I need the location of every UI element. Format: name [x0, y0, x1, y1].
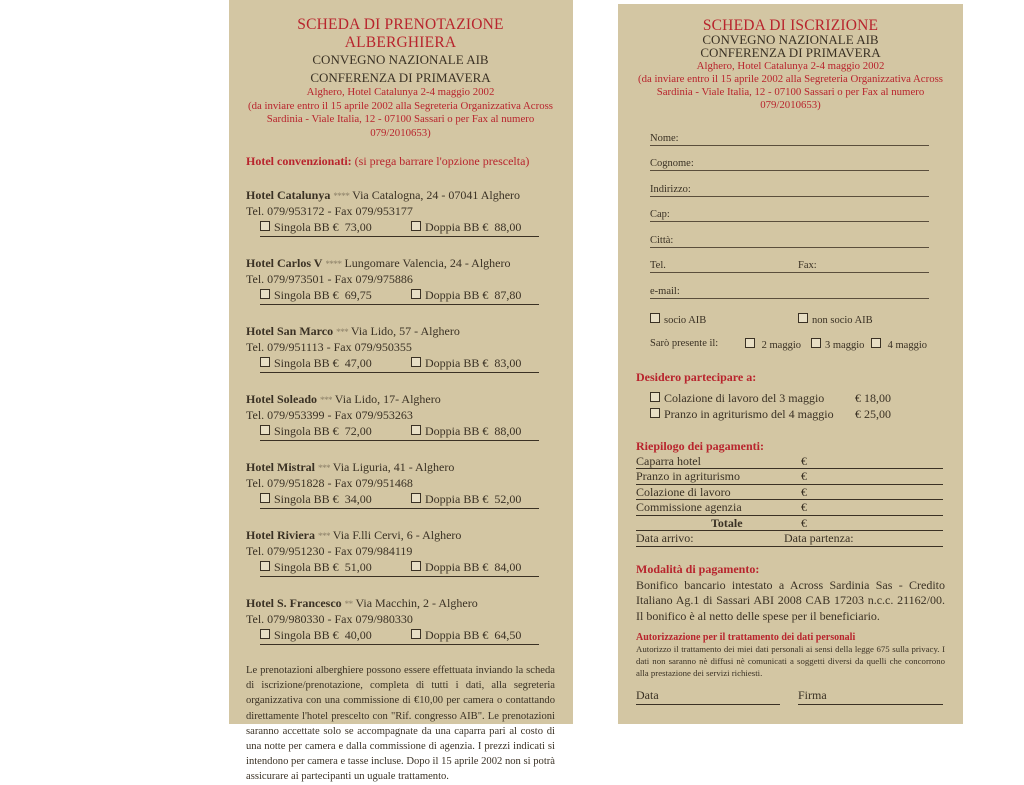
cognome-label: Cognome:	[650, 158, 694, 169]
double-room-label: Doppia BB €	[425, 560, 489, 574]
fax-label: Fax:	[798, 260, 817, 271]
hotel-stars: **	[344, 599, 353, 609]
hotels-heading	[246, 154, 555, 169]
single-room-price: 69,75	[344, 288, 372, 302]
participation-heading: Desidero partecipare a:	[636, 369, 757, 384]
hotel-name: Hotel Catalunya	[246, 188, 331, 202]
date-signature-field[interactable]	[636, 686, 780, 705]
hotel-line	[246, 460, 555, 476]
hotel-address: Lungomare Valencia, 24 - Alghero	[344, 256, 511, 270]
left-send-note: (da inviare entro il 15 aprile 2002 alla Segreteria Organizzativa Across Sardinia - Viale Italia, 12 - 07100 Sassari o per Fax al numero 079/2010653)	[248, 99, 553, 139]
hotel-name: Hotel Riviera	[246, 528, 315, 542]
single-room-option[interactable]	[260, 287, 372, 303]
left-venue: Alghero, Hotel Catalunya 2-4 maggio 2002	[306, 86, 495, 98]
single-room-option[interactable]	[260, 627, 372, 643]
double-room-label: Doppia BB €	[425, 424, 489, 438]
day-option-3[interactable]	[811, 338, 864, 351]
double-room-label: Doppia BB €	[425, 288, 489, 302]
hotel-phone: Tel. 079/951828 - Fax 079/951468	[246, 476, 413, 490]
total-label: Totale	[711, 515, 743, 530]
double-room-option[interactable]	[411, 287, 521, 303]
day-3-checkbox[interactable]	[811, 338, 821, 348]
hotel-phone: Tel. 079/953172 - Fax 079/953177	[246, 204, 413, 218]
single-room-price: 73,00	[344, 220, 372, 234]
cap-label: Cap:	[650, 209, 670, 220]
single-room-label: Singola BB €	[274, 628, 339, 642]
socio-option[interactable]	[650, 313, 706, 326]
privacy-text: Autorizzo il trattamento dei miei dati personali ai sensi della legge 675 sulla privacy. I dati non saranno nè diffusi nè comunicati a soggetti diversi da quelli che concorrono alla prestazione dei servizi richiesti.	[636, 644, 945, 678]
hotel-stars: ****	[325, 259, 342, 269]
day-3-label: 3 maggio	[825, 339, 865, 351]
room-options	[260, 627, 539, 645]
want-lunch-label: Colazione di lavoro del 3 maggio	[664, 390, 825, 405]
hotel-booking-form	[229, 0, 573, 783]
hotel-name: Hotel Carlos V	[246, 256, 323, 270]
day-4-checkbox[interactable]	[871, 338, 881, 348]
firma-signature-field[interactable]	[798, 686, 943, 705]
summary-row-euro: €	[801, 500, 807, 514]
single-room-price: 40,00	[344, 628, 372, 642]
summary-total-row[interactable]	[636, 516, 943, 532]
hotel-stars: ***	[336, 327, 349, 337]
double-room-checkbox[interactable]	[411, 357, 421, 367]
email-field[interactable]	[650, 279, 929, 299]
hotel-name: Hotel Soleado	[246, 392, 317, 406]
nome-label: Nome:	[650, 132, 679, 144]
departure-label: Data partenza:	[784, 531, 854, 545]
single-room-option[interactable]	[260, 559, 372, 575]
hotel-phone: Tel. 079/973501 - Fax 079/975886	[246, 272, 413, 286]
hotel-phone: Tel. 079/951230 - Fax 079/984119	[246, 544, 413, 558]
hotel-line	[246, 528, 555, 544]
left-subtitle-2: CONFERENZA DI PRIMAVERA	[310, 70, 491, 85]
presence-label: Sarò presente il:	[650, 337, 719, 349]
single-room-checkbox[interactable]	[260, 357, 270, 367]
nome-field[interactable]	[650, 126, 929, 146]
single-room-checkbox[interactable]	[260, 425, 270, 435]
double-room-price: 87,80	[494, 288, 522, 302]
single-room-option[interactable]	[260, 219, 372, 235]
double-room-price: 52,00	[494, 492, 522, 506]
membership-row	[650, 313, 945, 331]
room-options	[260, 423, 539, 441]
single-room-price: 72,00	[344, 424, 372, 438]
want-lunch-price: € 18,00	[855, 390, 891, 405]
hotel-name: Hotel Mistral	[246, 460, 315, 474]
summary-row-label: Caparra hotel	[636, 453, 701, 468]
want-lunch-checkbox[interactable]	[650, 392, 660, 402]
cognome-field[interactable]	[650, 151, 929, 171]
indirizzo-label: Indirizzo:	[650, 183, 691, 195]
right-subtitle-1: CONVEGNO NAZIONALE AIB	[702, 32, 879, 47]
double-room-checkbox[interactable]	[411, 425, 421, 435]
summary-row[interactable]	[636, 454, 943, 470]
double-room-option[interactable]	[411, 423, 521, 439]
single-room-label: Singola BB €	[274, 288, 339, 302]
hotel-name: Hotel S. Francesco	[246, 596, 342, 610]
cap-field[interactable]	[650, 202, 929, 222]
double-room-option[interactable]	[411, 355, 521, 371]
payment-text: Bonifico bancario intestato a Across Sardinia Sas - Credito Italiano Ag.1 di Sassari ABI 2008 CAB 17203 n.c.c. 21162/00. Il bonifico è al netto delle spese per il beneficiario.	[636, 577, 945, 623]
right-send-note: (da inviare entro il 15 aprile 2002 alla Segreteria Organizzativa Across Sardinia - Viale Italia, 12 - 07100 Sassari o per Fax al numero 079/2010653)	[638, 72, 943, 111]
hotel-stars: ***	[320, 395, 332, 405]
single-room-label: Singola BB €	[274, 492, 339, 506]
double-room-label: Doppia BB €	[425, 628, 489, 642]
hotel-address: Via Lido, 57 - Alghero	[350, 324, 460, 338]
hotel-entry	[246, 256, 555, 305]
want-farm-label: Pranzo in agriturismo del 4 maggio	[664, 406, 834, 421]
double-room-price: 88,00	[494, 424, 522, 438]
indirizzo-field[interactable]	[650, 177, 929, 197]
double-room-label: Doppia BB €	[425, 220, 489, 234]
room-options	[260, 219, 539, 237]
hotel-phone: Tel. 079/980330 - Fax 079/980330	[246, 612, 413, 626]
hotel-entry	[246, 528, 555, 577]
socio-label: socio AIB	[664, 314, 707, 326]
non-socio-checkbox[interactable]	[798, 313, 808, 323]
day-4-label: 4 maggio	[887, 339, 927, 351]
summary-row[interactable]	[636, 469, 943, 485]
hotel-address: Via Macchin, 2 - Alghero	[355, 596, 478, 610]
hotel-line	[246, 392, 555, 408]
double-room-checkbox[interactable]	[411, 493, 421, 503]
right-venue: Alghero, Hotel Catalunya 2-4 maggio 2002	[696, 60, 885, 72]
participation-section	[636, 370, 945, 422]
non-socio-option[interactable]	[798, 313, 873, 326]
room-options	[260, 491, 539, 509]
hotel-list	[246, 188, 555, 645]
hotel-line	[246, 188, 555, 204]
summary-row-label: Pranzo in agriturismo	[636, 469, 740, 483]
room-options	[260, 287, 539, 305]
double-room-label: Doppia BB €	[425, 492, 489, 506]
day-2-label: 2 maggio	[761, 339, 801, 351]
hotel-name: Hotel San Marco	[246, 324, 334, 338]
hotels-heading-note: (si prega barrare l'opzione prescelta)	[354, 154, 530, 168]
hotel-address: Via Lido, 17- Alghero	[334, 392, 441, 406]
left-header	[246, 16, 555, 140]
summary-row-euro: €	[801, 484, 807, 499]
want-farm-price: € 25,00	[855, 406, 891, 421]
payment-heading: Modalità di pagamento:	[636, 561, 760, 576]
double-room-label: Doppia BB €	[425, 356, 489, 370]
summary-row[interactable]	[636, 485, 943, 501]
total-euro: €	[801, 515, 807, 530]
single-room-checkbox[interactable]	[260, 221, 270, 231]
citta-label: Città:	[650, 234, 674, 246]
hotel-line	[246, 256, 555, 272]
want-item-lunch[interactable]	[650, 390, 929, 406]
hotel-entry	[246, 324, 555, 373]
hotel-entry	[246, 596, 555, 645]
single-room-label: Singola BB €	[274, 560, 339, 574]
presence-row	[650, 338, 945, 356]
double-room-price: 84,00	[494, 560, 522, 574]
single-room-checkbox[interactable]	[260, 493, 270, 503]
summary-row-label: Colazione di lavoro	[636, 484, 731, 499]
arrival-label: Data arrivo:	[636, 531, 694, 545]
single-room-label: Singola BB €	[274, 424, 339, 438]
single-room-price: 51,00	[344, 560, 372, 574]
double-room-checkbox[interactable]	[411, 561, 421, 571]
hotels-heading-label: Hotel convenzionati:	[246, 154, 352, 168]
double-room-checkbox[interactable]	[411, 221, 421, 231]
hotel-phone: Tel. 079/953399 - Fax 079/953263	[246, 408, 413, 422]
single-room-checkbox[interactable]	[260, 289, 270, 299]
single-room-option[interactable]	[260, 355, 372, 371]
double-room-option[interactable]	[411, 627, 521, 643]
double-room-option[interactable]	[411, 219, 521, 235]
double-room-price: 88,00	[494, 220, 522, 234]
single-room-checkbox[interactable]	[260, 629, 270, 639]
double-room-price: 64,50	[494, 628, 522, 642]
booking-notes: Le prenotazioni alberghiere possono essere effettuata inviando la scheda di iscrizione/prenotazione, completa di tutti i dati, alla segreteria organizzativa con una commissione di €10,00 per camera o contattando direttamente l'hotel prescelto con "Rif. congresso AIB". Le prenotazioni saranno accettate solo se accompagnate da una caparra pari al costo di una notte per camera e dalla commissione di agenzia. I prezzi indicati si intendono per camera e tasse incluse. Dopo il 15 aprile 2002 non si potrà assicurare ai partecipanti un uguale trattamento.	[246, 665, 555, 783]
single-room-option[interactable]	[260, 423, 372, 439]
day-option-2[interactable]	[745, 338, 801, 351]
summary-heading: Riepilogo dei pagamenti:	[636, 438, 764, 453]
summary-row-euro: €	[801, 453, 807, 468]
single-room-label: Singola BB €	[274, 356, 339, 370]
email-label: e-mail:	[650, 285, 680, 297]
hotel-address: Via Liguria, 41 - Alghero	[332, 460, 455, 474]
hotel-entry	[246, 188, 555, 237]
want-item-farm[interactable]	[650, 406, 929, 422]
right-header	[636, 18, 945, 120]
room-options	[260, 355, 539, 373]
single-room-label: Singola BB €	[274, 220, 339, 234]
single-room-option[interactable]	[260, 491, 372, 507]
tel-label: Tel.	[650, 260, 666, 271]
hotel-stars: ***	[317, 463, 330, 473]
hotel-stars: ***	[317, 531, 330, 541]
right-title: SCHEDA DI ISCRIZIONE	[702, 17, 879, 34]
day-option-4[interactable]	[871, 338, 927, 351]
hotel-line	[246, 324, 555, 340]
day-2-checkbox[interactable]	[745, 338, 755, 348]
non-socio-label: non socio AIB	[812, 314, 873, 326]
socio-checkbox[interactable]	[650, 313, 660, 323]
summary-row-label: Commissione agenzia	[636, 500, 742, 514]
single-room-checkbox[interactable]	[260, 561, 270, 571]
left-subtitle-1: CONVEGNO NAZIONALE AIB	[312, 52, 489, 67]
dates-row[interactable]	[636, 531, 943, 547]
citta-field[interactable]	[650, 228, 929, 248]
summary-row[interactable]	[636, 500, 943, 516]
double-room-option[interactable]	[411, 491, 521, 507]
left-title: SCHEDA DI PRENOTAZIONE ALBERGHIERA	[297, 16, 504, 51]
hotel-entry	[246, 460, 555, 509]
want-farm-checkbox[interactable]	[650, 408, 660, 418]
date-label: Data	[636, 688, 659, 702]
summary-row-euro: €	[801, 469, 807, 483]
double-room-checkbox[interactable]	[411, 289, 421, 299]
hotel-stars: ****	[333, 191, 350, 201]
hotel-line	[246, 596, 555, 612]
double-room-checkbox[interactable]	[411, 629, 421, 639]
hotel-phone: Tel. 079/951113 - Fax 079/950355	[246, 340, 412, 354]
summary-table	[636, 454, 945, 516]
hotel-address: Via Catalogna, 24 - 07041 Alghero	[352, 188, 521, 202]
firma-label: Firma	[798, 688, 827, 702]
double-room-option[interactable]	[411, 559, 521, 575]
tel-fax-field[interactable]	[650, 253, 929, 273]
single-room-price: 47,00	[344, 356, 372, 370]
hotel-entry	[246, 392, 555, 441]
hotel-address: Via F.lli Cervi, 6 - Alghero	[332, 528, 462, 542]
privacy-heading: Autorizzazione per il trattamento dei dati personali	[636, 632, 856, 643]
double-room-price: 83,00	[494, 356, 522, 370]
room-options	[260, 559, 539, 577]
single-room-price: 34,00	[344, 492, 372, 506]
signature-row	[636, 686, 943, 706]
registration-form	[618, 4, 963, 724]
right-subtitle-2: CONFERENZA DI PRIMAVERA	[700, 45, 881, 60]
